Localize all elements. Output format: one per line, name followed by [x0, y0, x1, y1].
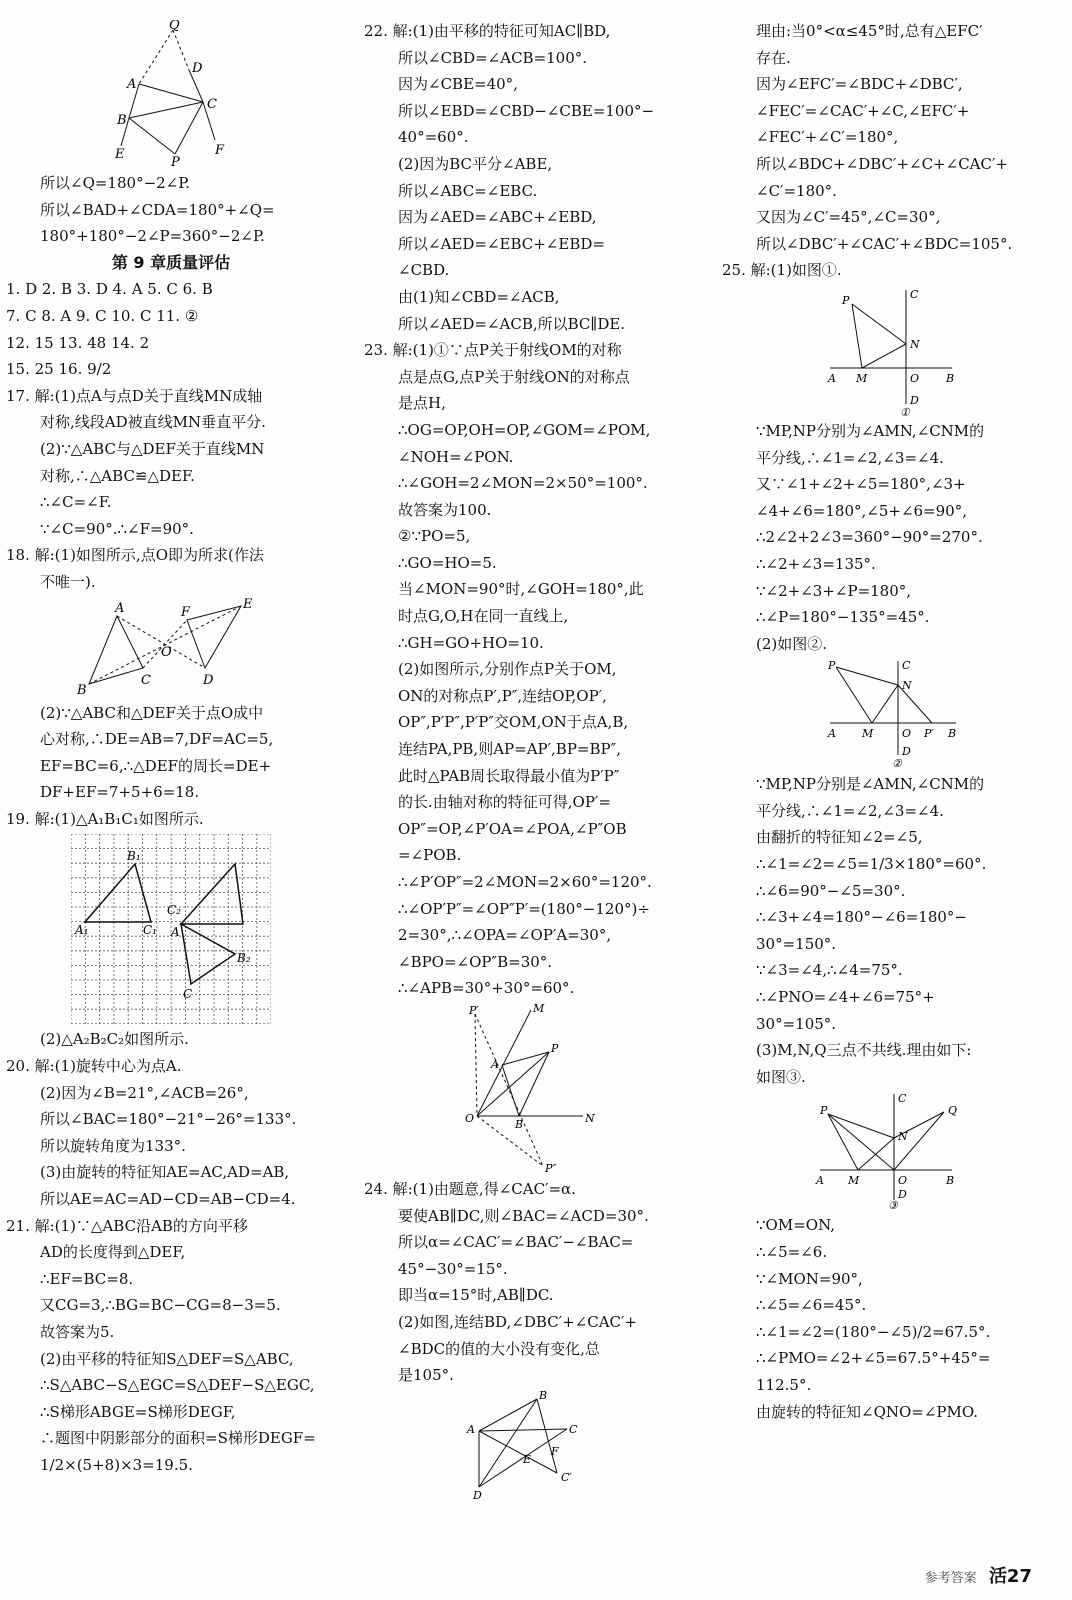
problem-17-line: 对称,∴△ABC≌△DEF.	[40, 466, 195, 485]
problem-17-line: 17. 解:(1)点A与点D关于直线MN成轴	[6, 386, 263, 405]
answer-line: 7. C 8. A 9. C 10. C 11. ②	[6, 306, 199, 325]
problem-25-line: 30°=150°.	[756, 934, 837, 953]
problem-22-line: 22. 解:(1)由平移的特征可知AC∥BD,	[364, 22, 611, 40]
label-b: B	[515, 1117, 524, 1131]
label-o: O	[161, 644, 172, 660]
label-c: C	[902, 659, 911, 673]
problem-17-line: 对称,线段AD被直线MN垂直平分.	[40, 413, 266, 432]
problem-22-line: 所以∠ABC=∠EBC.	[398, 181, 538, 200]
label-m: M	[848, 1174, 860, 1188]
problem-25-line: ∴∠PMO=∠2+∠5=67.5°+45°=	[756, 1349, 991, 1368]
label-c2: C₂	[167, 903, 181, 918]
problem-25-line: 由翻折的特征知∠2=∠5,	[756, 828, 923, 847]
problem-20-line: 所以AE=AC=AD−CD=AB−CD=4.	[40, 1190, 296, 1209]
label-m: M	[862, 727, 874, 741]
answer-line: 12. 15 13. 48 14. 2	[6, 333, 150, 352]
problem-23-line: =∠POB.	[398, 846, 462, 865]
problem-22-line: ∠CBD.	[398, 261, 450, 280]
problem-21-line: (2)由平移的特征知S△DEF=S△ABC,	[40, 1349, 294, 1368]
problem-25-line: ∴∠5=∠6=45°.	[756, 1296, 867, 1315]
problem-22-line: 由(1)知∠CBD=∠ACB,	[398, 287, 560, 306]
column-1	[6, 18, 336, 1479]
problem-22-line: 所以∠AED=∠ACB,所以BC∥DE.	[398, 314, 626, 333]
problem-25-line: ∵∠3=∠4,∴∠4=75°.	[756, 961, 903, 980]
problem-25-line: ∵MP,NP分别是∠AMN,∠CNM的	[756, 775, 985, 794]
label-d: D	[473, 1488, 482, 1501]
label-a: A	[828, 727, 836, 741]
label-p: P	[842, 293, 850, 307]
label-o: O	[465, 1111, 475, 1125]
problem-21-line: AD的长度得到△DEF,	[40, 1243, 186, 1262]
text-line: 所以∠Q=180°−2∠P.	[40, 174, 191, 192]
problem-25-line: ∴∠6=90°−∠5=30°.	[756, 881, 906, 900]
problem-25-line: 25. 解:(1)如图①.	[722, 261, 842, 280]
text-line: 180°+180°−2∠P=360°−2∠P.	[40, 227, 265, 246]
label-b1: B₁	[127, 849, 141, 864]
problem-22-line: 所以∠AED=∠EBC+∠EBD=	[398, 234, 605, 253]
label-b: B	[948, 727, 957, 741]
problem-23-line: 点是点G,点P关于射线ON的对称点	[398, 367, 630, 386]
problem-23-line: 是点H,	[398, 394, 446, 413]
label-n: N	[898, 1130, 908, 1144]
text-line: ∠FEC′=∠CAC′+∠C,∠EFC′+	[756, 101, 970, 120]
problem-25-line: ∴∠1=∠2=(180°−∠5)/2=67.5°.	[756, 1322, 991, 1341]
problem-23-line: ∴OG=OP,OH=OP,∠GOM=∠POM,	[398, 420, 651, 439]
label-a: A	[828, 371, 836, 385]
page-footer	[925, 1562, 1032, 1588]
problem-22-line: 所以∠EBD=∠CBD−∠CBE=100°−	[398, 101, 655, 120]
label-b: B	[117, 113, 127, 128]
label-p: P	[828, 659, 836, 673]
label-b: B	[946, 1174, 955, 1188]
label-c1: C₁	[143, 923, 157, 938]
problem-18-line: 心对称,∴DE=AB=7,DF=AC=5,	[40, 730, 274, 749]
problem-25-line: ∠4+∠6=180°,∠5+∠6=90°,	[756, 501, 967, 520]
problem-25-line: ∴2∠2+2∠3=360°−90°=270°.	[756, 528, 983, 547]
problem-23-line: 当∠MON=90°时,∠GOH=180°,此	[398, 580, 644, 599]
problem-25-line: ∵∠2+∠3+∠P=180°,	[756, 581, 912, 600]
problem-21-line: ∴S梯形ABGE=S梯形DEGF,	[40, 1402, 236, 1421]
problem-23-line: ②∵PO=5,	[398, 527, 471, 546]
problem-20-line: 20. 解:(1)旋转中心为点A.	[6, 1057, 182, 1076]
problem-25-line: ∴∠1=∠2=∠5=1/3×180°=60°.	[756, 855, 987, 874]
problem-25-line: ∵OM=ON,	[756, 1216, 835, 1235]
label-c: C	[207, 97, 217, 112]
problem-17-line: ∵∠C=90°.∴∠F=90°.	[40, 519, 194, 538]
figure-grid-rotation	[71, 834, 271, 1024]
label-c-prime: C′	[561, 1470, 572, 1484]
problem-23-line: OP″,P′P″,P′P″交OM,ON于点A,B,	[398, 713, 629, 732]
figure-quadrilateral	[91, 20, 251, 168]
problem-22-line: (2)因为BC平分∠ABE,	[398, 154, 553, 173]
label-a1: A₁	[75, 923, 89, 938]
problem-25-line: 112.5°.	[756, 1375, 812, 1394]
label-a: A	[467, 1422, 475, 1436]
text-line: 存在.	[756, 48, 791, 67]
problem-25-line: 平分线,∴∠1=∠2,∠3=∠4.	[756, 448, 944, 467]
problem-24-line: 所以α=∠CAC′=∠BAC′−∠BAC=	[398, 1233, 634, 1252]
problem-25-line: 平分线,∴∠1=∠2,∠3=∠4.	[756, 801, 944, 820]
label-d: D	[898, 1188, 907, 1202]
text-line: 所以∠BAD+∠CDA=180°+∠Q=	[40, 200, 275, 219]
problem-23-line: ∴∠OP′P″=∠OP″P′=(180°−120°)÷	[398, 899, 650, 918]
text-line: ∠C′=180°.	[756, 181, 837, 200]
label-o: O	[902, 727, 912, 741]
label-c: C	[569, 1422, 578, 1436]
label-a: A	[127, 77, 137, 92]
label-b: B	[946, 371, 955, 385]
text-line: ∠FEC′+∠C′=180°,	[756, 128, 899, 147]
text-line: 因为∠EFC′=∠BDC+∠DBC′,	[756, 75, 963, 94]
problem-21-line: 又CG=3,∴BG=BC−CG=8−3=5.	[40, 1296, 281, 1315]
problem-24-line: 24. 解:(1)由题意,得∠CAC′=α.	[364, 1179, 576, 1198]
problem-19-line: 19. 解:(1)△A₁B₁C₁如图所示.	[6, 809, 204, 828]
problem-23-line: ∠BPO=∠OP″B=30°.	[398, 952, 553, 971]
label-p-double-prime: P″	[545, 1161, 557, 1174]
problem-25-line: (2)如图②.	[756, 634, 828, 653]
label-n: N	[910, 337, 920, 351]
column-2	[364, 18, 694, 1503]
problem-18-line: (2)∵△ABC和△DEF关于点O成中	[40, 703, 264, 722]
label-d: D	[910, 393, 919, 407]
label-m: M	[856, 371, 868, 385]
problem-25-line: ∵∠MON=90°,	[756, 1269, 863, 1288]
problem-23-line: 此时△PAB周长取得最小值为P′P″	[398, 766, 620, 785]
label-n: N	[585, 1111, 595, 1125]
label-o: O	[910, 371, 920, 385]
label-m: M	[533, 1003, 545, 1015]
figure-number: ②	[892, 757, 902, 770]
problem-25-line: ∵MP,NP分别为∠AMN,∠CNM的	[756, 421, 985, 440]
problem-17-line: (2)∵△ABC与△DEF关于直线MN	[40, 439, 265, 458]
problem-23-line: ∴∠APB=30°+30°=60°.	[398, 979, 575, 998]
problem-25-line: 30°=105°.	[756, 1014, 837, 1033]
problem-21-line: 1/2×(5+8)×3=19.5.	[40, 1455, 193, 1474]
problem-25-line: ∴∠P=180°−135°=45°.	[756, 608, 930, 627]
label-d: D	[192, 61, 203, 76]
label-c: C	[141, 672, 151, 688]
figure-number: ③	[888, 1199, 898, 1211]
problem-23-line: (2)如图所示,分别作点P关于OM,	[398, 660, 617, 679]
problem-25-line: ∴∠PNO=∠4+∠6=75°+	[756, 988, 935, 1007]
label-f: F	[215, 143, 225, 158]
column-3	[722, 18, 1062, 1425]
section-title: 第 9 章质量评估	[111, 252, 231, 272]
label-d: D	[203, 672, 214, 688]
problem-18-line: EF=BC=6,∴△DEF的周长=DE+	[40, 756, 272, 775]
figure-number: ①	[900, 405, 910, 416]
problem-22-line: 因为∠CBE=40°,	[398, 75, 518, 94]
problem-25-line: 如图③.	[756, 1067, 806, 1086]
problem-20-line: (2)因为∠B=21°,∠ACB=26°,	[40, 1083, 249, 1102]
problem-18-line: 不唯一).	[40, 572, 96, 591]
figure-triangle-rotation	[459, 1391, 599, 1501]
label-p: P	[171, 155, 180, 168]
label-p-prime: P′	[469, 1003, 479, 1017]
page-number: 活27	[988, 1566, 1032, 1587]
text-line: 理由:当0°<α≤45°时,总有△EFC′	[756, 22, 983, 40]
problem-23-line: 2=30°,∴∠OPA=∠OP′A=30°,	[398, 926, 612, 945]
label-e: E	[243, 597, 253, 612]
problem-25-line: 又∵∠1+∠2+∠5=180°,∠3+	[756, 475, 966, 494]
label-q: Q	[169, 20, 180, 33]
problem-21-line: 21. 解:(1)∵△ABC沿AB的方向平移	[6, 1216, 248, 1235]
label-a: A	[491, 1057, 499, 1071]
problem-22-line: 因为∠AED=∠ABC+∠EBD,	[398, 208, 597, 227]
problem-23-line: 的长.由轴对称的特征可得,OP′=	[398, 793, 611, 812]
problem-23-line: ∴∠GOH=2∠MON=2×50°=100°.	[398, 474, 648, 493]
answer-line: 15. 25 16. 9/2	[6, 360, 112, 379]
answer-line: 1. D 2. B 3. D 4. A 5. C 6. B	[6, 280, 213, 299]
problem-25-line: ∴∠5=∠6.	[756, 1243, 828, 1261]
problem-23-line: ∴GO=HO=5.	[398, 553, 497, 572]
problem-23-line: 时点G,O,H在同一直线上,	[398, 607, 569, 626]
label-e: E	[523, 1452, 532, 1466]
problem-24-line: 是105°.	[398, 1366, 454, 1385]
label-b: B	[77, 682, 87, 698]
text-line: 所以∠DBC′+∠CAC′+∠BDC=105°.	[756, 234, 1013, 253]
text-line: 又因为∠C′=45°,∠C=30°,	[756, 208, 941, 227]
problem-24-line: 45°−30°=15°.	[398, 1259, 508, 1278]
text-line: 所以∠BDC+∠DBC′+∠C+∠CAC′+	[756, 154, 1008, 173]
problem-22-line: 所以∠CBD=∠ACB=100°.	[398, 48, 588, 67]
label-b2: B₂	[237, 951, 251, 966]
problem-24-line: ∠BDC的值的大小没有变化,总	[398, 1339, 600, 1358]
problem-24-line: (2)如图,连结BD,∠DBC′+∠CAC′+	[398, 1312, 637, 1331]
problem-23-line: 故答案为100.	[398, 500, 492, 519]
label-a: A	[115, 600, 125, 616]
figure-25-1	[822, 286, 962, 416]
label-e: E	[115, 147, 125, 162]
problem-21-line: ∴EF=BC=8.	[40, 1269, 134, 1288]
problem-25-line: 由旋转的特征知∠QNO=∠PMO.	[756, 1402, 979, 1421]
problem-24-line: 即当α=15°时,AB∥DC.	[398, 1286, 554, 1305]
label-p-prime: P′	[924, 727, 934, 741]
label-d: D	[902, 745, 911, 759]
figure-25-2	[822, 659, 962, 769]
figure-25-3	[812, 1092, 972, 1210]
problem-19-line: (2)△A₂B₂C₂如图所示.	[40, 1030, 189, 1049]
problem-20-line: 所以∠BAC=180°−21°−26°=133°.	[40, 1110, 297, 1129]
problem-25-line: (3)M,N,Q三点不共线.理由如下:	[756, 1041, 972, 1060]
label-a: A	[816, 1174, 824, 1188]
problem-20-line: (3)由旋转的特征知AE=AC,AD=AB,	[40, 1163, 290, 1182]
label-c: C	[910, 287, 919, 301]
label-a: A	[171, 925, 180, 940]
problem-23-line: ON的对称点P′,P″,连结OP,OP′,	[398, 686, 607, 705]
problem-24-line: 要使AB∥DC,则∠BAC=∠ACD=30°.	[398, 1206, 649, 1225]
problem-23-line: 23. 解:(1)①∵点P关于射线OM的对称	[364, 341, 622, 360]
problem-22-line: 40°=60°.	[398, 128, 469, 147]
problem-21-line: ∴题图中阴影部分的面积=S梯形DEGF=	[40, 1429, 316, 1448]
label-f: F	[181, 604, 191, 620]
label-o: O	[898, 1174, 908, 1188]
problem-23-line: ∴∠P′OP″=2∠MON=2×60°=120°.	[398, 873, 652, 891]
problem-25-line: ∴∠3+∠4=180°−∠6=180°−	[756, 908, 967, 927]
problem-20-line: 所以旋转角度为133°.	[40, 1136, 186, 1155]
problem-18-line: 18. 解:(1)如图所示,点O即为所求(作法	[6, 546, 264, 565]
problem-23-line: OP″=OP,∠P′OA=∠POA,∠P″OB	[398, 819, 627, 838]
problem-21-line: ∴S△ABC−S△EGC=S△DEF−S△EGC,	[40, 1376, 315, 1395]
label-b: B	[539, 1390, 548, 1402]
problem-23-line: 连结PA,PB,则AP=AP′,BP=BP″,	[398, 740, 621, 759]
label-p: P	[820, 1104, 828, 1118]
label-c: C	[898, 1092, 907, 1106]
problem-18-line: DF+EF=7+5+6=18.	[40, 783, 200, 802]
problem-25-line: ∴∠2+∠3=135°.	[756, 554, 876, 573]
problem-23-line: ∴GH=GO+HO=10.	[398, 633, 544, 652]
figure-central-symmetry	[71, 598, 271, 698]
figure-reflection-angle	[459, 1004, 599, 1174]
label-c: C	[183, 987, 193, 1002]
problem-23-line: ∠NOH=∠PON.	[398, 447, 514, 466]
label-n: N	[902, 679, 912, 693]
label-f: F	[551, 1444, 559, 1458]
label-q: Q	[948, 1104, 958, 1118]
label-p: P	[551, 1041, 559, 1055]
problem-17-line: ∴∠C=∠F.	[40, 493, 112, 512]
footer-label: 参考答案	[924, 1571, 977, 1586]
problem-21-line: 故答案为5.	[40, 1323, 115, 1341]
